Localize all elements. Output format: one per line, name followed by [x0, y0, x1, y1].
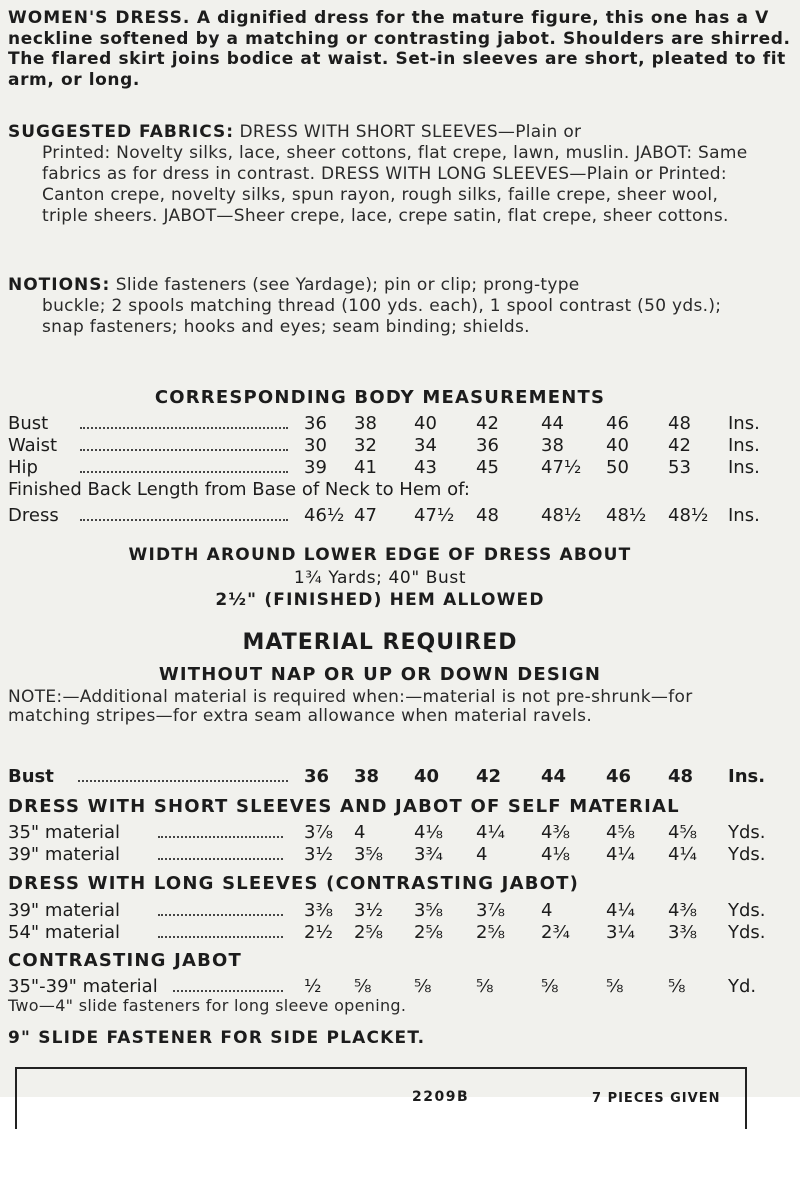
- pattern-info-box: [15, 1067, 747, 1129]
- row-value: 4⅝: [668, 822, 697, 843]
- row-value: 40: [606, 435, 629, 456]
- row-value: 42: [476, 766, 502, 787]
- fastener-note: Two—4" slide fasteners for long sleeve opening.: [8, 996, 407, 1015]
- row-value: ⅝: [414, 976, 432, 997]
- row-label: Waist: [8, 435, 58, 456]
- side-placket-note: 9" SLIDE FASTENER FOR SIDE PLACKET.: [8, 1028, 426, 1048]
- row-value: 43: [414, 457, 437, 478]
- jabot-row: [8, 976, 768, 998]
- short-sleeves-row: [8, 822, 768, 844]
- notions-heading: NOTIONS:: [8, 275, 111, 295]
- long-sleeves-row: [8, 900, 768, 922]
- row-value: 4¼: [606, 900, 635, 921]
- row-unit: Ins.: [728, 766, 766, 787]
- row-value: 4: [541, 900, 553, 921]
- row-label: 39" material: [8, 844, 121, 865]
- material-note: NOTE:—Additional material is required when:—material is not pre-shrunk—for matching stripes—for extra seam allowance when material ravels.: [8, 687, 693, 726]
- row-value: 3⅞: [304, 822, 333, 843]
- row-label: Bust: [8, 413, 49, 434]
- row-value: ⅝: [668, 976, 686, 997]
- row-value: 2¾: [541, 922, 570, 943]
- row-value: 3⅜: [668, 922, 697, 943]
- dot-leader: [80, 519, 288, 521]
- row-value: 3½: [304, 844, 333, 865]
- row-value: 42: [668, 435, 691, 456]
- measurement-row: [8, 457, 768, 479]
- row-value: 4¼: [476, 822, 505, 843]
- row-value: ⅝: [606, 976, 624, 997]
- row-value: 48: [476, 505, 499, 526]
- row-value: 48½: [668, 505, 709, 526]
- measurements-heading: CORRESPONDING BODY MEASUREMENTS: [154, 387, 606, 408]
- pattern-number: 2209B: [412, 1089, 470, 1105]
- fabrics-heading: SUGGESTED FABRICS:: [8, 122, 235, 142]
- notions: [8, 275, 768, 338]
- row-label: Dress: [8, 505, 59, 526]
- dot-leader: [80, 471, 288, 473]
- row-value: 47½: [414, 505, 455, 526]
- row-label: Bust: [8, 766, 54, 787]
- row-value: 41: [354, 457, 377, 478]
- row-value: 46: [606, 766, 632, 787]
- row-label: Hip: [8, 457, 38, 478]
- row-value: 3⅜: [304, 900, 333, 921]
- pieces-given: 7 PIECES GIVEN: [592, 1091, 721, 1106]
- material-subtitle: WITHOUT NAP OR UP OR DOWN DESIGN: [158, 664, 602, 685]
- fabrics-text: Printed: Novelty silks, lace, sheer cottons, flat crepe, lawn, muslin. JABOT: Same fabrics as for dress in contrast. DRESS WITH LONG SLEEVES—Plain or Printed: Canton crepe, novelty silks, spun rayon, rough silks, faille crepe, sheer wool, triple sheers. JABOT—Sheer crepe, lace, crepe satin, flat crepe, sheer cottons.: [42, 143, 748, 226]
- row-value: ⅝: [476, 976, 494, 997]
- row-value: 4⅛: [414, 822, 443, 843]
- row-value: 3⅝: [414, 900, 443, 921]
- row-value: 39: [304, 457, 327, 478]
- row-value: 3¾: [414, 844, 443, 865]
- row-value: 44: [541, 413, 564, 434]
- row-value: 48: [668, 413, 691, 434]
- row-value: 30: [304, 435, 327, 456]
- description: [8, 8, 798, 90]
- row-unit: Ins.: [728, 505, 760, 526]
- material-title: MATERIAL REQUIRED: [242, 630, 518, 655]
- row-value: 36: [476, 435, 499, 456]
- row-unit: Yd.: [728, 976, 757, 997]
- measurement-row: [8, 435, 768, 457]
- short-sleeves-heading: DRESS WITH SHORT SLEEVES AND JABOT OF SELF MATERIAL: [8, 796, 680, 817]
- width-line-2: 1¾ Yards; 40" Bust: [293, 568, 467, 588]
- row-value: 40: [414, 413, 437, 434]
- row-value: 47: [354, 505, 377, 526]
- row-value: 4⅜: [668, 900, 697, 921]
- row-value: 46: [606, 413, 629, 434]
- row-unit: Ins.: [728, 435, 760, 456]
- row-label: 39" material: [8, 900, 121, 921]
- row-value: 4: [476, 844, 488, 865]
- notions-line-1: Slide fasteners (see Yardage); pin or clip; prong-type: [115, 275, 580, 295]
- row-value: 44: [541, 766, 567, 787]
- row-value: 50: [606, 457, 629, 478]
- row-unit: Yds.: [728, 900, 766, 921]
- row-value: ½: [304, 976, 322, 997]
- row-value: 3½: [354, 900, 383, 921]
- yardage-bust-row: [8, 766, 768, 788]
- row-value: 2⅝: [476, 922, 505, 943]
- row-value: 3⅝: [354, 844, 383, 865]
- row-value: 46½: [304, 505, 345, 526]
- row-value: 47½: [541, 457, 582, 478]
- short-sleeves-row: [8, 844, 768, 866]
- row-value: 40: [414, 766, 440, 787]
- row-value: 42: [476, 413, 499, 434]
- row-label: 54" material: [8, 922, 121, 943]
- dress-length-row: [8, 505, 768, 527]
- row-value: 45: [476, 457, 499, 478]
- row-value: 4: [354, 822, 366, 843]
- row-value: ⅝: [541, 976, 559, 997]
- row-value: ⅝: [354, 976, 372, 997]
- back-length-label: Finished Back Length from Base of Neck to Hem of:: [8, 479, 470, 500]
- row-value: 38: [354, 766, 380, 787]
- row-value: 2⅝: [354, 922, 383, 943]
- long-sleeves-row: [8, 922, 768, 944]
- row-unit: Yds.: [728, 822, 766, 843]
- measurement-row: [8, 413, 768, 435]
- description-lead: WOMEN'S DRESS.: [8, 8, 191, 28]
- row-value: 4¼: [668, 844, 697, 865]
- width-line-3: 2½" (FINISHED) HEM ALLOWED: [215, 590, 545, 610]
- dot-leader: [78, 780, 288, 782]
- row-unit: Yds.: [728, 844, 766, 865]
- row-value: 48½: [541, 505, 582, 526]
- row-unit: Ins.: [728, 413, 760, 434]
- row-value: 48: [668, 766, 694, 787]
- row-value: 34: [414, 435, 437, 456]
- row-value: 3¼: [606, 922, 635, 943]
- row-value: 36: [304, 413, 327, 434]
- fabrics-line-1: DRESS WITH SHORT SLEEVES—Plain or: [239, 122, 582, 142]
- row-value: 4⅛: [541, 844, 570, 865]
- row-value: 48½: [606, 505, 647, 526]
- width-line-1: WIDTH AROUND LOWER EDGE OF DRESS ABOUT: [128, 545, 632, 565]
- row-value: 2⅝: [414, 922, 443, 943]
- row-value: 2½: [304, 922, 333, 943]
- row-value: 4¼: [606, 844, 635, 865]
- row-value: 3⅞: [476, 900, 505, 921]
- row-unit: Ins.: [728, 457, 760, 478]
- row-value: 36: [304, 766, 330, 787]
- dot-leader: [158, 836, 283, 838]
- description-text: A dignified dress for the mature figure, this one has a V neckline softened by a matching or contrasting jabot. Shoulders are shirred. The flared skirt joins bodice at waist. Set-in sleeves are short, pleated to fit arm, or long.: [8, 8, 791, 90]
- row-label: 35"-39" material: [8, 976, 158, 997]
- back-length-label-row: [8, 479, 768, 501]
- dot-leader: [80, 427, 288, 429]
- dot-leader: [173, 990, 283, 992]
- row-value: 4⅜: [541, 822, 570, 843]
- row-unit: Yds.: [728, 922, 766, 943]
- suggested-fabrics: [8, 122, 768, 227]
- notions-text: buckle; 2 spools matching thread (100 yds. each), 1 spool contrast (50 yds.); snap fasteners; hooks and eyes; seam binding; shields.: [42, 296, 722, 337]
- row-value: 38: [541, 435, 564, 456]
- row-value: 4⅝: [606, 822, 635, 843]
- dot-leader: [80, 449, 288, 451]
- long-sleeves-heading: DRESS WITH LONG SLEEVES (CONTRASTING JABOT): [8, 873, 580, 894]
- row-value: 38: [354, 413, 377, 434]
- row-value: 32: [354, 435, 377, 456]
- row-value: 53: [668, 457, 691, 478]
- row-label: 35" material: [8, 822, 121, 843]
- dot-leader: [158, 858, 283, 860]
- jabot-heading: CONTRASTING JABOT: [8, 950, 243, 971]
- dot-leader: [158, 914, 283, 916]
- dot-leader: [158, 936, 283, 938]
